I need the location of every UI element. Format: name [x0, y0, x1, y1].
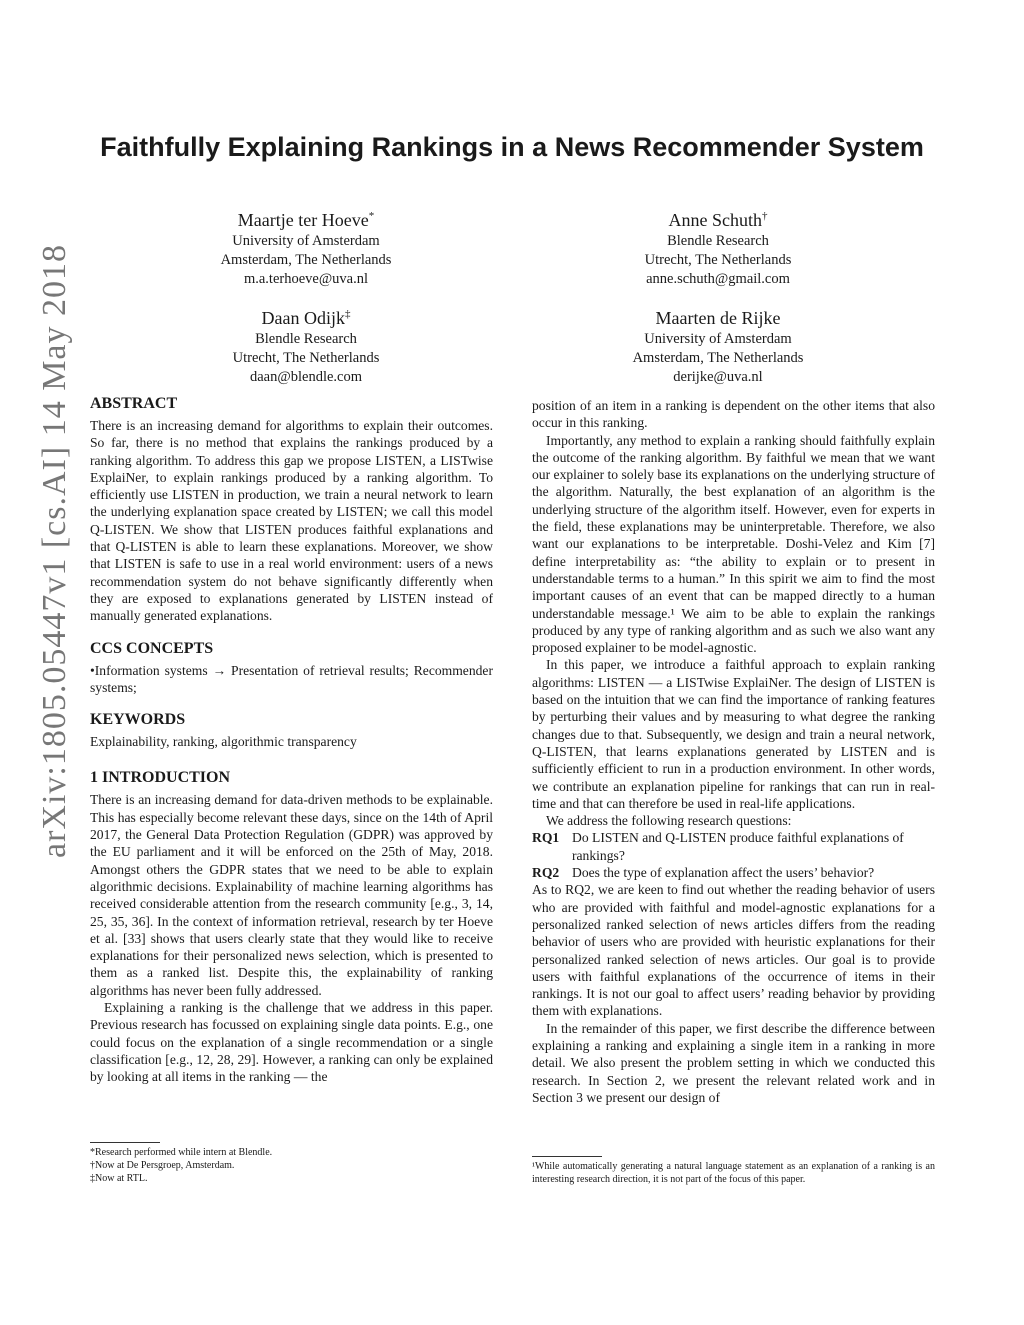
right-column	[532, 397, 935, 1106]
paper-title: Faithfully Explaining Rankings in a News Recommender System	[100, 132, 924, 162]
rq1-text: Do LISTEN and Q-LISTEN produce faithful explanations of rankings?	[572, 830, 904, 863]
author-block-4	[568, 302, 868, 387]
footnote-1: *Research performed while intern at Blendle.	[90, 1147, 273, 1158]
author-name: Daan Odijk	[261, 308, 345, 328]
ccs-heading: CCS CONCEPTS	[90, 639, 214, 657]
footnote-2: †Now at De Persgroep, Amsterdam.	[90, 1160, 235, 1171]
rq1-label: RQ1	[532, 830, 560, 846]
author-block-1	[156, 204, 456, 289]
footnote-3: ‡Now at RTL.	[90, 1173, 148, 1184]
author-affiliation: University of Amsterdam	[232, 233, 380, 249]
footnote-rule	[90, 1142, 160, 1143]
author-name: Maarten de Rijke	[655, 308, 781, 328]
research-question-1	[532, 829, 935, 864]
footnote-right: ¹While automatically generating a natural language statement as an explanation of a ranking is an interesting research direction, it is not part of the focus of this paper.	[532, 1161, 935, 1185]
author-mark: *	[368, 210, 375, 222]
author-name: Maartje ter Hoeve	[237, 210, 369, 230]
research-question-2	[532, 864, 935, 881]
left-column	[90, 394, 493, 1086]
author-location: Utrecht, The Netherlands	[644, 252, 792, 268]
author-location: Utrecht, The Netherlands	[232, 350, 380, 366]
right-paragraph-4: As to RQ2, we are keen to find out whether the reading behavior of users who are provided with faithful and model-agnostic explanations for a personalized ranked selection of news articles differs from the reading behavior of users who are provided with heuristic explanations for their personalized ranked selection of news articles. Our goal is to provide users with faithful explanations of the occurrence of items in their rankings. It is not our goal to affect users’ reading behavior by providing them with explanations.	[532, 882, 935, 1019]
rq2-label: RQ2	[532, 865, 560, 881]
author-affiliation: University of Amsterdam	[644, 331, 792, 347]
right-footnotes	[532, 1156, 935, 1186]
right-paragraph-0: position of an item in a ranking is dependent on the other items that also occur in this ranking.	[532, 398, 935, 431]
right-paragraph-2: In this paper, we introduce a faithful approach to explain ranking algorithms: LISTEN — a LISTwise ExplaiNer. The design of LISTEN is based on the intuition that we can find the importance of ranking features by perturbing their values and by measuring to what degree the ranking changes due to that. Subsequently, we design and train a neural network, Q-LISTEN, that learns explanations generated by LISTEN and is sufficiently efficient to run in a production environment. In other words, we contribute an explanation pipeline for rankings that can run in real-time and that can therefore be used in real-life applications.	[532, 657, 935, 811]
keywords-text: Explainability, ranking, algorithmic transparency	[90, 734, 357, 750]
footnote-rule	[532, 1156, 602, 1157]
intro-heading: 1 INTRODUCTION	[90, 769, 231, 787]
author-affiliation: Blendle Research	[255, 331, 357, 347]
left-footnotes	[90, 1142, 493, 1185]
intro-paragraph-1: There is an increasing demand for data-driven methods to be explainable. This has especially become relevant these days, since on the 14th of April 2017, the General Data Protection Regulation (GDPR) was approved by the EU parliament and it will be enforced on the 25th of May, 2018. Amongst others the GDPR states that we need to be able to explain algorithmic decisions. Explainability of machine learning algorithms has received considerable attention from the research community [e.g., 3, 14, 25, 35, 36]. In the context of information retrieval, research by ter Hoeve et al. [33] shows that users clearly state that they would like to receive explanations for their personalized news selection, which is presented to them as a ranked list. Despite this, the explainability of ranking algorithms has never been fully addressed.	[90, 792, 493, 998]
author-affiliation: Blendle Research	[667, 233, 769, 249]
author-mark: ‡	[344, 308, 351, 320]
abstract-heading: ABSTRACT	[90, 395, 178, 412]
rq2-text: Does the type of explanation affect the users’ behavior?	[572, 865, 875, 881]
author-block-2	[568, 204, 868, 289]
author-email: m.a.terhoeve@uva.nl	[243, 271, 369, 287]
author-email: anne.schuth@gmail.com	[646, 271, 790, 287]
right-paragraph-3: We address the following research questions:	[546, 813, 792, 829]
author-location: Amsterdam, The Netherlands	[632, 350, 804, 366]
author-name: Anne Schuth	[668, 210, 762, 230]
right-paragraph-5: In the remainder of this paper, we first describe the difference between explaining a ranking and explaining a single item in a ranking in more detail. We also present the problem setting in which we conducted this research. In Section 2, we present the relevant related work and in Section 3 we present our design of	[532, 1020, 935, 1105]
author-mark: †	[762, 210, 768, 222]
arxiv-stamp: arXiv:1805.05447v1 [cs.AI] 14 May 2018	[36, 243, 73, 858]
ccs-text: •Information systems → Presentation of retrieval results; Recommender systems;	[90, 662, 493, 695]
author-email: derijke@uva.nl	[673, 369, 763, 385]
right-paragraph-1: Importantly, any method to explain a ranking should faithfully explain the outcome of the ranking algorithm. By faithful we mean that we want our explainer to solely base its explanations on the underlying structure of the algorithm. Naturally, the best explanation of an algorithm is the underlying structure of the algorithm itself. However, even for experts in the field, these explanations may be uninterpretable. Therefore, we also want our explanations to be interpretable. Doshi-Velez and Kim [7] define interpretability as: “the ability to explain or to present in understandable terms to a human.” In this spirit we aim to find the most important causes of an event that can be mapped directly to a human understandable message.¹ We aim to be able to explain the rankings produced by any type of ranking algorithm and as such we also want any proposed explainer to be model-agnostic.	[532, 432, 935, 656]
author-block-3	[156, 302, 456, 387]
abstract-text: There is an increasing demand for algorithms to explain their outcomes. So far, there is no method that explains the rankings produced by a ranking algorithm. To address this gap we propose LISTEN, a LISTwise ExplaiNer, to explain rankings produced by a ranking algorithm. To efficiently use LISTEN in production, we train a neural network to learn the underlying explanation space created by LISTEN; we call this model Q-LISTEN. We show that LISTEN produces faithful explanations and that Q-LISTEN is able to learn these explanations. Moreover, we show that LISTEN is safe to use in a real world environment: users of a news recommendation system do not behave significantly differently when they are exposed to explanations generated by LISTEN instead of manually generated explanations.	[90, 418, 493, 624]
keywords-heading: KEYWORDS	[90, 711, 186, 729]
intro-paragraph-2: Explaining a ranking is the challenge that we address in this paper. Previous research has focussed on explaining single data points. E.g., one could focus on the explanation of a single recommendation or a single classification [e.g., 12, 28, 29]. However, a ranking can only be explained by looking at all items in the ranking — the	[90, 1000, 493, 1085]
author-email: daan@blendle.com	[250, 369, 362, 385]
author-location: Amsterdam, The Netherlands	[220, 252, 392, 268]
